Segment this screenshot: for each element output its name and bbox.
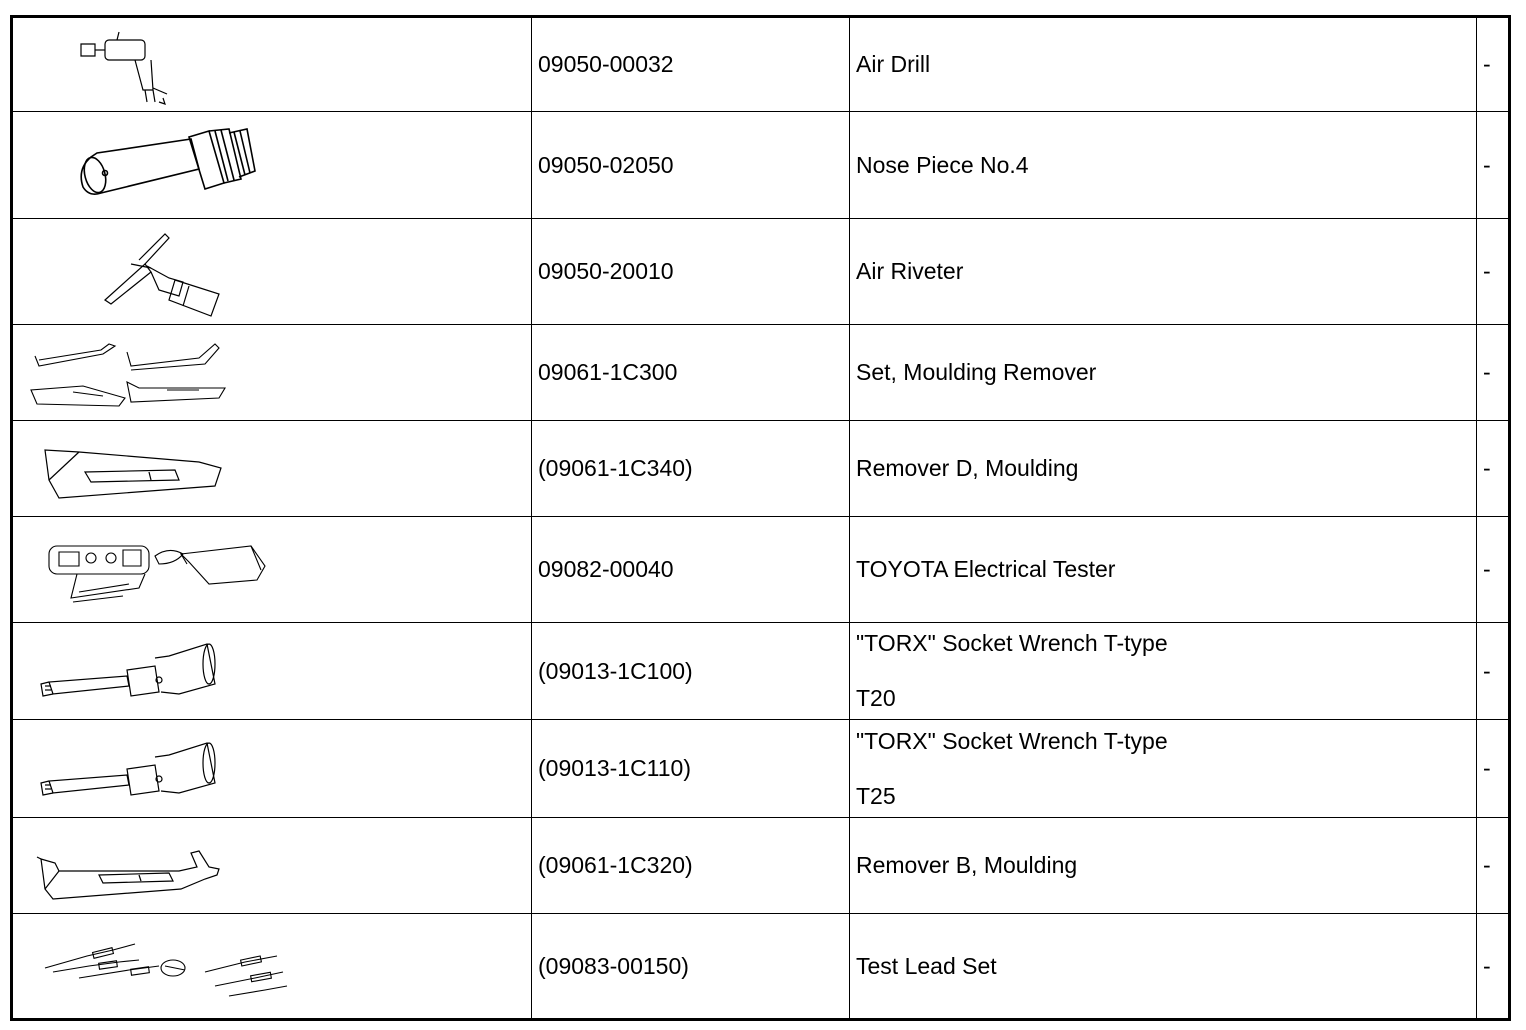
table-row [12, 112, 1510, 219]
torx-socket-wrench-icon [19, 624, 532, 719]
remark: - [1477, 720, 1510, 818]
part-number: 09050-02050 [532, 112, 850, 219]
remark: - [1477, 914, 1510, 1020]
torx-socket-wrench-icon [19, 721, 532, 817]
tool-name: Remover D, Moulding [850, 421, 1477, 517]
tool-name: TOYOTA Electrical Tester [850, 517, 1477, 623]
electrical-tester-icon [19, 518, 532, 622]
table-row [12, 720, 1510, 818]
table-row [12, 421, 1510, 517]
table-row [12, 818, 1510, 914]
remark: - [1477, 112, 1510, 219]
part-number: 09061-1C300 [532, 325, 850, 421]
part-number: (09013-1C100) [532, 623, 850, 720]
tool-illustration-cell [12, 219, 532, 325]
nose-piece-icon [19, 113, 532, 218]
tool-name: Air Drill [850, 17, 1477, 112]
tool-illustration-cell [12, 325, 532, 421]
tool-name [850, 623, 1477, 720]
tool-name: Air Riveter [850, 219, 1477, 325]
tool-name-line-2: T25 [856, 782, 896, 809]
tool-illustration-cell [12, 17, 532, 112]
tool-illustration-cell [12, 818, 532, 914]
part-number: (09083-00150) [532, 914, 850, 1020]
tool-illustration-cell [12, 112, 532, 219]
tool-name: Remover B, Moulding [850, 818, 1477, 914]
tool-name-line-2: T20 [856, 685, 896, 711]
test-lead-set-icon [19, 914, 532, 1018]
part-number: (09061-1C320) [532, 818, 850, 914]
part-number: 09050-20010 [532, 219, 850, 325]
tool-name-line-1: "TORX" Socket Wrench T-type [856, 630, 1168, 656]
tool-name: Set, Moulding Remover [850, 325, 1477, 421]
special-tools-table [10, 15, 1511, 1021]
tool-name: Test Lead Set [850, 914, 1477, 1020]
remark: - [1477, 325, 1510, 421]
moulding-remover-b-icon [19, 819, 532, 913]
table-row [12, 623, 1510, 720]
tool-illustration-cell [12, 517, 532, 623]
tool-name [850, 720, 1477, 818]
table-row [12, 914, 1510, 1020]
part-number: 09082-00040 [532, 517, 850, 623]
remark: - [1477, 17, 1510, 112]
tool-name: Nose Piece No.4 [850, 112, 1477, 219]
moulding-remover-set-icon [19, 326, 532, 420]
tool-illustration-cell [12, 623, 532, 720]
remark: - [1477, 517, 1510, 623]
table-row [12, 517, 1510, 623]
remark: - [1477, 219, 1510, 325]
air-riveter-icon [19, 220, 532, 324]
part-number: (09061-1C340) [532, 421, 850, 517]
moulding-remover-d-icon [19, 422, 532, 516]
tool-name-line-1: "TORX" Socket Wrench T-type [856, 727, 1168, 754]
tool-illustration-cell [12, 914, 532, 1020]
part-number: (09013-1C110) [532, 720, 850, 818]
table-row [12, 219, 1510, 325]
remark: - [1477, 623, 1510, 720]
part-number: 09050-00032 [532, 17, 850, 112]
table-row [12, 325, 1510, 421]
tool-illustration-cell [12, 421, 532, 517]
remark: - [1477, 818, 1510, 914]
air-drill-icon [19, 18, 532, 111]
tool-illustration-cell [12, 720, 532, 818]
remark: - [1477, 421, 1510, 517]
table-row [12, 17, 1510, 112]
